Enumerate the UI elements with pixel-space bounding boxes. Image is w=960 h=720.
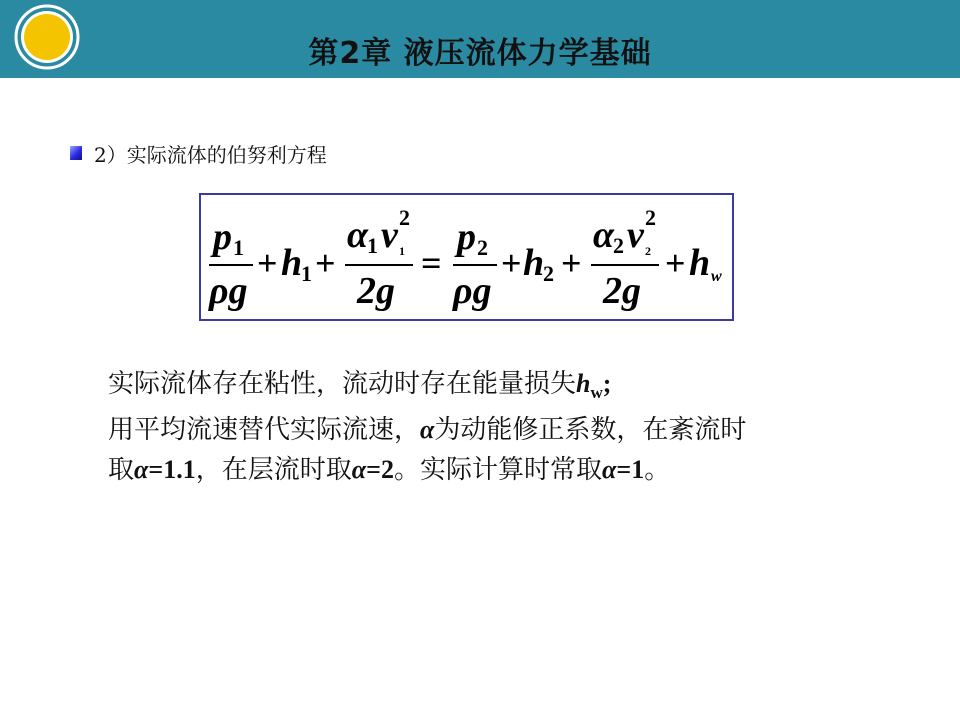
eq-hw: h: [689, 242, 711, 284]
eq-plus-5: +: [665, 243, 686, 283]
bullet-item: [70, 140, 327, 166]
line2-text-a: 用平均流速替代实际流速，: [108, 415, 421, 445]
eq-h2: h: [523, 242, 545, 284]
eq-alpha2: α: [593, 214, 615, 256]
eq-p1-sub: 1: [233, 235, 244, 260]
square-bullet-icon: [70, 146, 82, 160]
line3-text-b: ，在层流时取: [195, 455, 352, 485]
eq-v1: v: [381, 214, 398, 256]
eq-plus-2: +: [315, 243, 336, 283]
line3-value-2: =2: [366, 455, 394, 484]
line3-value-1: =1.1: [148, 455, 196, 484]
eq-den-1: ρg: [209, 270, 248, 312]
eq-alpha2-sub: 2: [613, 233, 624, 258]
eq-plus-1: +: [257, 243, 278, 283]
eq-v2: v: [627, 214, 644, 256]
bernoulli-equation: [201, 195, 732, 319]
eq-v2-sub: 2: [645, 244, 651, 258]
line3-value-3: =1: [616, 455, 645, 484]
eq-plus-3: +: [501, 243, 522, 283]
eq-p2: p: [457, 216, 476, 258]
eq-v2-sup: 2: [645, 205, 656, 230]
bernoulli-equation-box: [199, 193, 734, 321]
line2-alpha-symbol: α: [420, 415, 435, 444]
header-bar: [0, 0, 960, 78]
eq-den-2: ρg: [453, 270, 492, 312]
line3-alpha-3: α: [601, 455, 617, 484]
line3-text-d: 。: [644, 455, 671, 485]
eq-p1: p: [213, 216, 232, 258]
page-title: 第2章 液压流体力学基础: [308, 36, 652, 71]
line3-text-c: 。实际计算时常取: [393, 455, 602, 485]
eq-hw-sub: w: [711, 268, 722, 285]
paragraph-line-1: [108, 364, 928, 413]
line3-alpha-2: α: [351, 455, 367, 484]
eq-alpha1: α: [347, 214, 369, 256]
eq-alpha1-sub: 1: [367, 233, 378, 258]
eq-v1-sup: 2: [399, 205, 410, 230]
line2-text-b: 为动能修正系数，在紊流时: [434, 415, 747, 445]
line3-text-a: 取: [108, 455, 135, 485]
eq-equals: =: [421, 243, 442, 283]
eq-2g-2: 2g: [603, 270, 641, 312]
line1-text: 实际流体存在粘性，流动时存在能量损失: [108, 369, 577, 399]
eq-p2-sub: 2: [477, 235, 488, 260]
line3-alpha-1: α: [134, 455, 149, 484]
eq-v1-sub: 1: [399, 244, 405, 258]
bullet-text: 2）实际流体的伯努利方程: [94, 142, 327, 167]
line1-h-symbol: h: [576, 369, 591, 398]
eq-plus-4: +: [561, 243, 582, 283]
line1-end: ;: [602, 369, 612, 398]
eq-2g-1: 2g: [357, 270, 395, 312]
paragraph-line-3: [108, 450, 928, 490]
paragraph-line-2: [108, 410, 928, 450]
line1-w-sub: w: [590, 383, 603, 403]
eq-h1: h: [281, 242, 303, 284]
eq-h2-sub: 2: [543, 261, 554, 286]
eq-h1-sub: 1: [301, 261, 312, 286]
